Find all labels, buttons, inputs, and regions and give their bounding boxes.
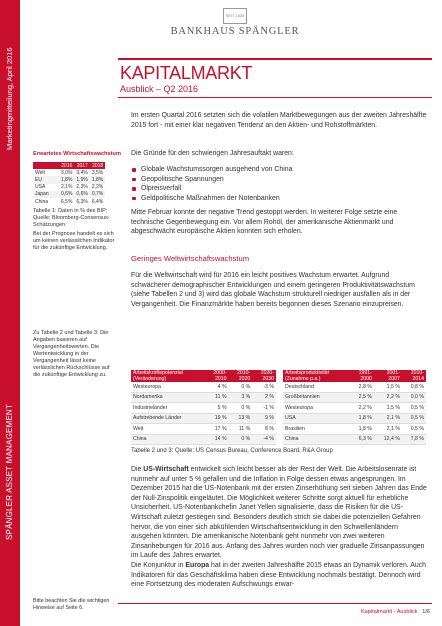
intro-paragraph: Im ersten Quartal 2016 setzten sich die volatilen Marktbewegungen aus der zweiten Jahreshälfte 2015 fort - mit einer klar negativen Tendenz an den Aktien- und Rohstoffmärkten.	[131, 112, 427, 129]
page-title: KAPITALMARKT	[120, 63, 253, 83]
table-cell: 2 %	[252, 392, 276, 403]
table-cell: 0,6%	[76, 191, 88, 198]
footer-page-label: Kapitalmarkt - Ausblick	[360, 609, 418, 615]
table-header-cell: 2016	[59, 162, 74, 169]
table-cell: 11 %	[205, 392, 229, 403]
growth-table	[33, 162, 105, 205]
table-cell: Deutschland	[283, 382, 350, 392]
footer-rule	[118, 603, 432, 604]
table-cell: 4 %	[205, 382, 229, 392]
table-row	[33, 169, 105, 176]
table-cell: 1,8 %	[350, 424, 374, 435]
europe-paragraph	[131, 561, 427, 590]
table-cell: USA	[35, 184, 46, 191]
table-header-cell: 2000- 2010	[205, 370, 229, 382]
table-cell: 6,3 %	[350, 434, 374, 445]
table-header-row	[283, 370, 426, 382]
table-header-cell: 2001- 2007	[374, 370, 402, 382]
us-text: entwickelt sich leicht besser als der Rest der Welt. Die Arbeitslosenrate ist nunmehr auf unter 5 % gefallen und die Inflation in Folge dessen etwas angesprungen. Im Dezember 2015 hat die US-Notenbank mit der ersten Zinserhöhung seit sieben Jahren das Ende der Null-Zinspolitik eingeläutet. Die Möglichkeit weiterer Schritte sorgt aktuell für erhebliche Unsicherheit. US-Notenbankchefin Janet Yellen signalisierte, dass die Risiken für die US-Wirtschaft zuletzt gestiegen sind. Besonders deutlich strich sie dabei die potenziellen Gefahren hervor, die von einer sich abkühlenden Wirtschaftsentwicklung in den Schwellenländern ausgehen könnten. Die amerikanische Notenbank geht nunmehr von zwei weiteren Zinsanhebungen für 2016 aus. Anfang des Jahres wurden noch vier graduelle Zinsanpassungen im Laufe des Jahres erwartet.	[131, 466, 427, 560]
table-cell: 0,7%	[91, 191, 104, 198]
title-rule	[118, 58, 432, 60]
table-cell: Brasilien	[283, 424, 350, 435]
table-cell: EU	[33, 176, 59, 183]
table-cell: 0,5 %	[402, 413, 426, 424]
table-cell: Welt	[131, 424, 205, 435]
table-cell: Japan	[33, 191, 59, 198]
table-cell: 19 %	[205, 413, 229, 424]
table-cell: 1,5 %	[374, 382, 402, 392]
section-heading: Geringes Weltwirtschaftswachstum	[131, 254, 250, 263]
table-cell: Welt	[35, 169, 45, 176]
eu-prefix: Die Konjunktur in	[131, 562, 186, 569]
page-number: 1/6	[422, 609, 430, 615]
table-cell: Westeuropa	[283, 403, 350, 414]
table-row	[283, 403, 426, 414]
table-cell: 11 %	[229, 424, 253, 435]
table-row	[283, 434, 426, 445]
table-cell: 1,5 %	[374, 403, 402, 414]
red-sidebar	[0, 0, 20, 626]
table-cell: China	[35, 198, 49, 205]
table-row	[33, 191, 105, 198]
table-header-cell: 2010- 2014	[402, 370, 426, 382]
table-cell: 2,1 %	[374, 413, 402, 424]
table-row	[131, 403, 276, 414]
subtitle-rule	[118, 97, 432, 98]
sidebar-top-text: Marketingmitteilung, April 2016	[5, 47, 14, 150]
table-header-cell: 1991- 2000	[350, 370, 374, 382]
table-cell: -4 %	[252, 434, 276, 445]
list-item: Globale Wachstumssorgen ausgehend von China	[131, 165, 427, 175]
table-cell: 14 %	[205, 434, 229, 445]
us-prefix: Die	[131, 466, 144, 473]
table1-title: Erwartetes Wirtschaftswachstum	[33, 151, 121, 157]
table-cell: 3,0%	[61, 169, 73, 176]
table-cell: 1,8%	[91, 176, 104, 183]
table-cell: 3 %	[229, 392, 253, 403]
table-cell: China	[131, 434, 205, 445]
table-row	[131, 382, 276, 392]
table-cell: 6,4%	[91, 198, 104, 205]
table-cell: 8 %	[252, 424, 276, 435]
list-item: Geopolitische Spannungen	[131, 175, 427, 185]
table-cell: China	[283, 434, 350, 445]
table-cell: 0 %	[229, 403, 253, 414]
table-row	[33, 176, 105, 183]
forecast-disclaimer: Bei der Prognose handelt es sich um keinen verlässlichen Indikator für die zukünftige Entwicklung.	[33, 231, 115, 251]
table-cell: 5 %	[205, 403, 229, 414]
table-cell: 2,2 %	[350, 403, 374, 414]
table-cell: 0,6%	[61, 191, 73, 198]
table-cell: -3 %	[252, 382, 276, 392]
bank-logo	[160, 8, 310, 37]
table-cell: 13 %	[229, 413, 253, 424]
table-cell: 0,5 %	[402, 403, 426, 414]
footer-page	[361, 609, 430, 615]
table-cell: Nordamerika	[131, 392, 205, 403]
bank-seal-icon: SEIT 1828	[223, 8, 247, 24]
productivity-table	[283, 370, 426, 445]
table-cell: 6,5%	[61, 198, 73, 205]
table-row	[283, 413, 426, 424]
table-cell: 9 %	[252, 413, 276, 424]
table-row	[283, 382, 426, 392]
page-subtitle: Ausblick – Q2 2016	[120, 84, 199, 94]
table-row	[283, 392, 426, 403]
table-cell: 1,8%	[61, 176, 73, 183]
table-header-cell: Arbeitskräftepotenzial (Veränderung)	[131, 370, 205, 382]
table-row	[131, 434, 276, 445]
table-header-cell: 2018	[90, 162, 105, 169]
sidebar-bottom-text: SPÄNGLER ASSET MANAGEMENT	[5, 404, 14, 540]
growth-paragraph: Für die Weltwirtschaft wird für 2016 ein leicht positives Wachstum erwartet. Aufgrund schwächerer demographischer Entwicklungen und einem geringeren Produktivitätswachstum (siehe Tabellen 2 und 3) wird das globale Wachstum strukturell niedriger ausfallen als in der Vergangenheit. Die Finanzmärkte haben bereits begonnen dieses Szenario einzupreisen.	[131, 272, 415, 308]
list-item: Ölpreisverfall	[131, 184, 427, 194]
table-cell: 0,8 %	[402, 382, 426, 392]
table-cell: Aufstrebende Länder	[131, 413, 205, 424]
logo-name: BANKHAUS SPÄNGLER	[170, 26, 300, 37]
table-header-row	[33, 162, 105, 169]
table-cell: 0 %	[229, 434, 253, 445]
table-row	[131, 413, 276, 424]
table-cell: 2,5 %	[350, 392, 374, 403]
us-emphasis: US-Wirtschaft	[143, 466, 189, 473]
table1-caption: Tabelle 1: Daten in % des BIP; Quelle: Bloomberg-Consensus-Schätzungen	[33, 208, 110, 228]
table-cell: 2,1%	[61, 184, 73, 191]
table-header-cell: 2017	[74, 162, 89, 169]
table-cell: 2,2%	[91, 184, 104, 191]
table-header-cell: 2020- 2030	[252, 370, 276, 382]
table-cell: 2,1 %	[374, 424, 402, 435]
list-item: Geldpolitische Maßnahmen der Notenbanken	[131, 194, 427, 204]
table-cell: USA	[283, 413, 350, 424]
table-header-cell: 2010- 2020	[229, 370, 253, 382]
table-cell: Westeuropa	[131, 382, 205, 392]
table-cell: 17 %	[205, 424, 229, 435]
eu-emphasis: Europa	[185, 562, 210, 569]
table-cell: 6,3%	[76, 198, 88, 205]
table-header-cell: Arbeitsproduktivität (Zunahme p.a.)	[283, 370, 350, 382]
table-cell: 2,3%	[76, 184, 88, 191]
table-cell: 0 %	[229, 382, 253, 392]
table-header-row	[131, 370, 276, 382]
table-cell: 0,0 %	[402, 392, 426, 403]
table-cell: 7,8 %	[402, 434, 426, 445]
tables-disclaimer: Zu Tabelle 2 und Tabelle 3: Die Angaben basieren auf Vergangenheitswerten. Die Wertentwicklung in der Vergangenheit lässt keine verlässlichen Rückschlüsse auf die zukünftige Entwicklung zu.	[33, 330, 110, 378]
february-paragraph: Mitte Februar konnte der negative Trend gestoppt werden. In weiterer Folge setzte eine technische Gegenbewegung ein. Vor allem Rohöl, der amerikanische Aktienmarkt und abgeschwächt europäische Aktien konnten sich erholen.	[131, 209, 398, 236]
table-row	[283, 424, 426, 435]
eu-text: hat in der zweiten Jahreshälfte 2015 etwas an Dynamik verloren. Auch Indikatoren für das Geschäftsklima haben diese Entwicklung nochmals bestätigt. Dennoch wird eine Fortsetzung des moderaten Aufschwungs erwar-	[131, 562, 426, 589]
table-row	[131, 392, 276, 403]
table-cell: 2,8 %	[350, 382, 374, 392]
table-row	[33, 184, 105, 191]
table-cell: 1,9%	[76, 176, 88, 183]
table-cell: 12,4 %	[374, 434, 402, 445]
table-row	[33, 198, 105, 205]
table-cell: 1,8 %	[350, 413, 374, 424]
table-cell: Industrieländer	[131, 403, 205, 414]
reasons-lead: Die Gründe für den schwierigen Jahresauftakt waren:	[131, 150, 294, 157]
footer-note: Bitte beachten Sie die wichtigen Hinweise auf Seite 6.	[33, 598, 110, 611]
table-cell: 2,2 %	[374, 392, 402, 403]
table-cell: -1 %	[252, 403, 276, 414]
table-cell: Großbritannien	[283, 392, 350, 403]
table-cell: 0,5 %	[402, 424, 426, 435]
table-cell: 3,5%	[91, 169, 104, 176]
labor-force-table	[131, 370, 276, 445]
us-paragraph	[131, 465, 427, 561]
table-cell: 3,4%	[76, 169, 88, 176]
reasons-list	[131, 165, 427, 203]
tables-caption: Tabelle 2 und 3: Quelle: US Census Bureau, Conference Board, R&A Group	[131, 448, 333, 454]
table-row	[131, 424, 276, 435]
table-header-cell	[33, 162, 59, 169]
